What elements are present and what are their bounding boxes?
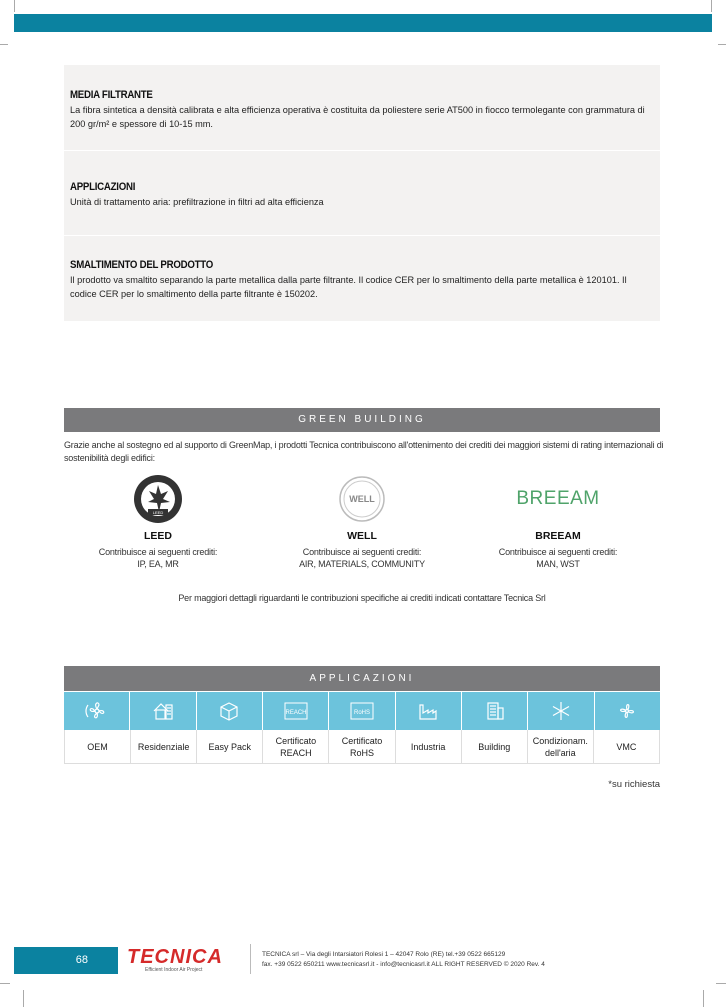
applicazioni-bar: APPLICAZIONI	[64, 666, 660, 691]
snowflake-icon	[528, 692, 594, 730]
breeam-logo-text: BREEAM	[516, 488, 600, 509]
page-number: 68	[14, 947, 118, 974]
label-industria: Industria	[396, 730, 462, 764]
crop-mark	[711, 0, 712, 12]
label-residenziale: Residenziale	[131, 730, 197, 764]
section-text: Unità di trattamento aria: prefiltrazione in filtri ad alta efficienza	[70, 197, 324, 207]
crop-mark	[716, 983, 726, 984]
green-building-more: Per maggiori dettagli riguardanti le contribuzioni specifiche ai crediti indicati contattare Tecnica Srl	[178, 593, 546, 603]
crop-mark	[0, 983, 10, 984]
section-media-filtrante	[64, 65, 660, 150]
section-title: MEDIA FILTRANTE	[70, 89, 153, 101]
label-condizionamento: Condizionam. dell'aria	[528, 730, 594, 764]
green-building-intro: Grazie anche al sostegno ed al supporto di GreenMap, i prodotti Tecnica contribuiscono all'ottenimento dei crediti dei maggiori sistemi di rating internazionali di sostenibilità degli edifici:	[64, 440, 664, 463]
factory-icon	[396, 692, 462, 730]
section-title: SMALTIMENTO DEL PRODOTTO	[70, 259, 213, 271]
crop-mark	[23, 990, 24, 1007]
section-applicazioni	[64, 151, 660, 235]
cert-desc-line1: Contribuisce ai seguenti crediti:	[98, 547, 218, 557]
cert-breeam	[458, 474, 658, 570]
footer-divider	[250, 944, 251, 974]
reach-icon-text: REACH	[285, 710, 307, 716]
cert-leed	[58, 474, 258, 570]
cert-desc-line1: Contribuisce ai seguenti crediti:	[302, 547, 422, 557]
tecnica-logo	[127, 946, 223, 973]
well-logo	[262, 474, 462, 524]
section-title: APPLICAZIONI	[70, 181, 136, 193]
section-text: La fibra sintetica a densità calibrata e alta efficienza operativa è costituita da poliestere serie AT500 in fiocco termolegante con grammatura di 200 gr/m² e spessore di 10-15 mm.	[70, 105, 645, 129]
label-easy-pack: Easy Pack	[197, 730, 263, 764]
fan-icon	[64, 692, 130, 730]
section-smaltimento	[64, 236, 660, 321]
footer-contact	[262, 950, 545, 970]
well-logo-text: WELL	[349, 494, 375, 504]
cert-name: BREEAM	[535, 530, 581, 542]
leed-logo	[58, 474, 258, 524]
label-rohs: Certificato RoHS	[329, 730, 395, 764]
rohs-icon	[329, 692, 395, 730]
crop-mark	[718, 44, 726, 45]
crop-mark	[14, 0, 15, 12]
cert-desc-line1: Contribuisce ai seguenti crediti:	[498, 547, 618, 557]
residential-icon	[130, 692, 196, 730]
section-text: Il prodotto va smaltito separando la parte metallica dalla parte filtrante. Il codice CER per lo smaltimento della parte metallica è 120101. Il codice CER per lo smaltimento della parte filtrante è 150202.	[70, 275, 627, 299]
brand-name: TECNICA	[127, 946, 223, 968]
label-reach: Certificato REACH	[263, 730, 329, 764]
reach-icon	[263, 692, 329, 730]
building-icon	[462, 692, 528, 730]
footnote: *su richiesta	[608, 779, 660, 790]
brand-tagline: Efficient Indoor Air Project	[145, 967, 203, 973]
label-vmc: VMC	[594, 730, 660, 764]
footer-line1: TECNICA srl – Via degli Intarsiatori Rolesi 1 – 42047 Rolo (RE) tel.+39 0522 665129	[262, 951, 506, 958]
crop-mark	[703, 990, 704, 1007]
label-building: Building	[462, 730, 528, 764]
label-oem: OEM	[64, 730, 131, 764]
green-building-bar: GREEN BUILDING	[64, 408, 660, 432]
cert-name: LEED	[143, 530, 172, 542]
top-accent-bar	[14, 14, 712, 32]
cert-well	[262, 474, 462, 570]
cert-desc-line2: IP, EA, MR	[137, 559, 179, 569]
crop-mark	[0, 44, 8, 45]
leed-logo-text: LEED	[152, 510, 164, 515]
box-icon	[197, 692, 263, 730]
applicazioni-labels-row	[64, 730, 660, 764]
applicazioni-icons-row	[64, 692, 660, 730]
cert-desc-line2: AIR, MATERIALS, COMMUNITY	[299, 559, 425, 569]
cert-desc-line2: MAN, WST	[536, 559, 580, 569]
rohs-icon-text: RoHS	[353, 710, 370, 716]
cert-name: WELL	[347, 530, 377, 542]
vmc-icon	[595, 692, 660, 730]
applicazioni-table	[64, 692, 660, 764]
footer-line2: fax. +39 0522 650211 www.tecnicasrl.it - info@tecnicasrl.it ALL RIGHT RESERVED © 2020 Rev. 4	[262, 961, 545, 968]
breeam-logo	[458, 474, 658, 524]
